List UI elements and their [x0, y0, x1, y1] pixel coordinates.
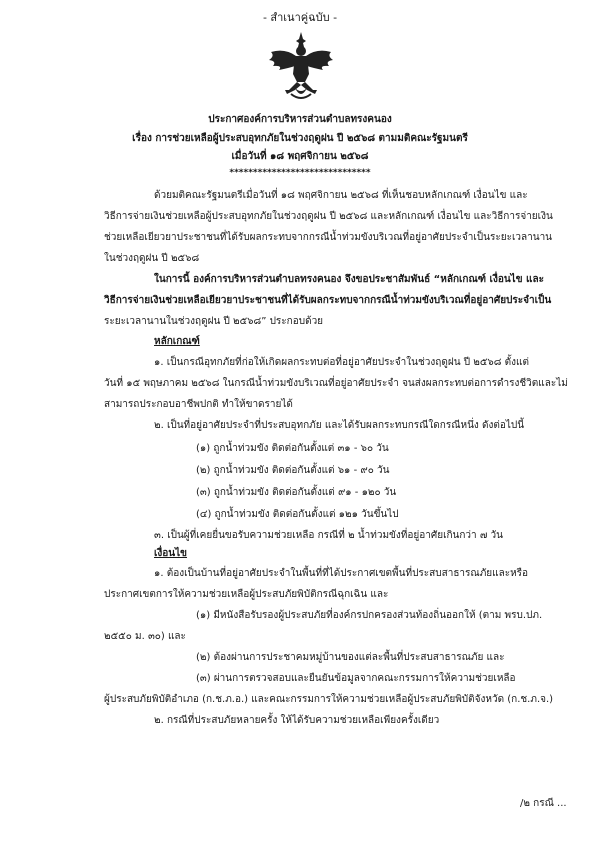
- conditions-heading: เงื่อนไข: [154, 548, 188, 559]
- cond1-sub3-line: ผู้ประสบภัยพิบัติอำเภอ (ก.ช.ภ.อ.) และคณะกรรมการให้ความช่วยเหลือผู้ประสบภัยพิบัติจังหวัด (ก.ช.ภ.จ.): [104, 694, 554, 705]
- continuation-marker: /๒ กรณี ...: [520, 798, 567, 809]
- heading-line2: เรื่อง การช่วยเหลือผู้ประสบอุทกภัยในช่วงฤดูฝน ปี ๒๕๖๘ ตามมติคณะรัฐมนตรี: [132, 133, 468, 144]
- copy-stamp: - สำเนาคู่ฉบับ -: [262, 11, 338, 24]
- para2-line: ในการนี้ องค์การบริหารส่วนตำบลทรงคนอง จึงขอประชาสัมพันธ์ “หลักเกณฑ์ เงื่อนไข และ: [154, 274, 544, 285]
- para2-line: วิธีการจ่ายเงินช่วยเหลือเยียวยาประชาชนที่ได้รับผลกระทบจากกรณีน้ำท่วมขังบริเวณที่อยู่อาศัยประจำเป็น: [104, 295, 552, 306]
- flood-tier: (๓) ถูกน้ำท่วมขัง ติดต่อกันตั้งแต่ ๙๑ - ๑๒๐ วัน: [196, 487, 397, 498]
- para1-line: ช่วยเหลือเยียวยาประชาชนที่ได้รับผลกระทบจากกรณีน้ำท่วมขังบริเวณที่อยู่อาศัยประจำเป็นระยะเวลานาน: [104, 232, 553, 243]
- criteria3-text: ๓. เป็นผู้ที่เคยยื่นขอรับความช่วยเหลือ กรณีที่ ๒ น้ำท่วมขังที่อยู่อาศัยเกินกว่า ๗ วัน: [154, 530, 503, 541]
- heading-stars: ******************************: [229, 168, 371, 178]
- cond1-sub1-line: ๒๕๕๐ ม. ๓๐) และ: [104, 631, 186, 642]
- cond2-text: ๒. กรณีที่ประสบภัยหลายครั้ง ให้ได้รับความช่วยเหลือเพียงครั้งเดียว: [154, 715, 440, 726]
- cond1-sub1-line: (๑) มีหนังสือรับรองผู้ประสบภัยที่องค์กรปกครองส่วนท้องถิ่นออกให้ (ตาม พรบ.ปภ.: [196, 610, 543, 621]
- heading-line3: เมื่อวันที่ ๑๘ พฤศจิกายน ๒๕๖๘: [231, 151, 369, 162]
- heading-line1: ประกาศองค์การบริหารส่วนตำบลทรงคนอง: [208, 114, 392, 125]
- flood-tier: (๒) ถูกน้ำท่วมขัง ติดต่อกันตั้งแต่ ๖๑ - ๙๐ วัน: [196, 465, 390, 476]
- criteria1-line: สามารถประกอบอาชีพปกติ ทำให้ขาดรายได้: [104, 399, 293, 410]
- flood-tier: (๔) ถูกน้ำท่วมขัง ติดต่อกันตั้งแต่ ๑๒๑ วันขึ้นไป: [196, 509, 399, 520]
- cond1-line: ประกาศเขตการให้ความช่วยเหลือผู้ประสบภัยพิบัติกรณีฉุกเฉิน และ: [104, 589, 389, 600]
- criteria1-line: วันที่ ๑๕ พฤษภาคม ๒๕๖๘ ในกรณีน้ำท่วมขังบริเวณที่อยู่อาศัยประจำ จนส่งผลกระทบต่อการดำรงชีวิตและไม่: [104, 378, 568, 389]
- criteria2-text: ๒. เป็นที่อยู่อาศัยประจำที่ประสบอุทกภัย และได้รับผลกระทบกรณีใดกรณีหนึ่ง ดังต่อไปนี้: [154, 420, 525, 431]
- para1-line: วิธีการจ่ายเงินช่วยเหลือผู้ประสบอุทกภัยในช่วงฤดูฝน ปี ๒๕๖๘ และหลักเกณฑ์ เงื่อนไข และวิธีการจ่ายเงิน: [104, 211, 553, 222]
- garuda-emblem-icon: [265, 30, 337, 102]
- cond1-sub3-line: (๓) ผ่านการตรวจสอบและยืนยันข้อมูลจากคณะกรรมการให้ความช่วยเหลือ: [196, 673, 516, 684]
- para1-line: ในช่วงฤดูฝน ปี ๒๕๖๘: [104, 253, 200, 264]
- cond1-sub2-text: (๒) ต้องผ่านการประชาคมหมู่บ้านของแต่ละพื้นที่ประสบสาธารณภัย และ: [196, 652, 505, 663]
- criteria1-line: ๑. เป็นกรณีอุทกภัยที่ก่อให้เกิดผลกระทบต่อที่อยู่อาศัยประจำในช่วงฤดูฝน ปี ๒๕๖๘ ตั้งแต่: [154, 357, 529, 368]
- cond1-line: ๑. ต้องเป็นบ้านที่อยู่อาศัยประจำในพื้นที่ที่ได้ประกาศเขตพื้นที่ประสบสาธารณภัยและหรือ: [154, 568, 529, 579]
- para2-line: ระยะเวลานานในช่วงฤดูฝน ปี ๒๕๖๘” ประกอบด้วย: [104, 316, 324, 327]
- para1-line: ด้วยมติคณะรัฐมนตรีเมื่อวันที่ ๑๘ พฤศจิกายน ๒๕๖๘ ที่เห็นชอบหลักเกณฑ์ เงื่อนไข และ: [154, 190, 528, 201]
- criteria-heading: หลักเกณฑ์: [154, 336, 200, 347]
- flood-tier: (๑) ถูกน้ำท่วมขัง ติดต่อกันตั้งแต่ ๓๑ - ๖๐ วัน: [196, 443, 389, 454]
